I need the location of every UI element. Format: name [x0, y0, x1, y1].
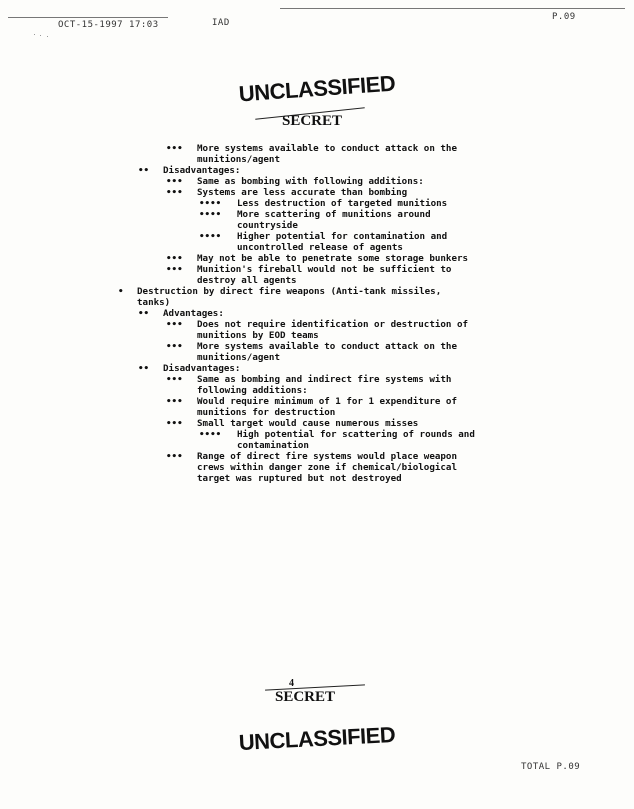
body-line: High potential for scattering of rounds and [237, 429, 475, 440]
body-line: Range of direct fire systems would place weapon [197, 451, 457, 462]
fax-page: P.09 [552, 12, 576, 22]
bullet-marker: •••• [199, 209, 222, 220]
body-line: Small target would cause numerous misses [197, 418, 419, 429]
body-line: Disadvantages: [163, 165, 241, 176]
body-line: contamination [237, 440, 309, 451]
bullet-marker: ••• [166, 451, 183, 462]
body-line: Advantages: [163, 308, 224, 319]
body-line: Would require minimum of 1 for 1 expenditure of [197, 396, 457, 407]
body-line: Higher potential for contamination and [237, 231, 448, 242]
bullet-marker: •••• [199, 429, 222, 440]
fax-total-pages: TOTAL P.09 [521, 762, 581, 772]
bullet-marker: ••• [166, 264, 183, 275]
body-line: munitions/agent [197, 154, 280, 165]
body-line: Systems are less accurate than bombing [197, 187, 408, 198]
page-number: 4 [289, 678, 294, 689]
body-line: Munition's fireball would not be sufficient to [197, 264, 452, 275]
body-line: munitions by EOD teams [197, 330, 319, 341]
body-line: countryside [237, 220, 298, 231]
body-line: More scattering of munitions around [237, 209, 431, 220]
scan-speck [40, 35, 41, 36]
bullet-marker: ••• [166, 319, 183, 330]
bullet-marker: ••• [166, 396, 183, 407]
bullet-marker: •• [138, 308, 150, 319]
bullet-marker: ••• [166, 374, 183, 385]
scan-speck [34, 34, 35, 35]
bullet-marker: ••• [166, 253, 183, 264]
fax-sender: IAD [212, 18, 230, 28]
body-line: Less destruction of targeted munitions [237, 198, 448, 209]
body-line: following additions: [197, 385, 308, 396]
body-line: tanks) [137, 297, 171, 308]
body-line: May not be able to penetrate some storage bunkers [197, 253, 469, 264]
body-line: munitions/agent [197, 352, 280, 363]
bullet-marker: ••• [166, 176, 183, 187]
bullet-marker: •••• [199, 231, 222, 242]
classification-bottom: UNCLASSIFIED [238, 721, 396, 756]
body-line: target was ruptured but not destroyed [197, 473, 402, 484]
fax-rule-right [280, 8, 625, 9]
bullet-marker: ••• [166, 341, 183, 352]
secret-stamp-bottom: SECRET [275, 689, 336, 705]
bullet-marker: ••• [166, 187, 183, 198]
bullet-marker: •• [138, 165, 150, 176]
body-line: More systems available to conduct attack on the [197, 143, 457, 154]
body-line: Disadvantages: [163, 363, 241, 374]
classification-top: UNCLASSIFIED [238, 70, 396, 107]
bullet-marker: ••• [166, 143, 183, 154]
body-line: munitions for destruction [197, 407, 336, 418]
fax-datetime: OCT-15-1997 17:03 [58, 20, 159, 30]
body-line: crews within danger zone if chemical/biological [197, 462, 457, 473]
bullet-marker: • [118, 286, 124, 297]
body-line: Does not require identification or destruction of [197, 319, 469, 330]
bullet-marker: •• [138, 363, 150, 374]
bullet-marker: •••• [199, 198, 222, 209]
secret-stamp-top: SECRET [282, 113, 343, 129]
body-line: uncontrolled release of agents [237, 242, 403, 253]
fax-rule-left [8, 17, 168, 18]
scan-speck [47, 36, 48, 37]
bullet-marker: ••• [166, 418, 183, 429]
body-line: Destruction by direct fire weapons (Anti-tank missiles, [137, 286, 442, 297]
body-line: destroy all agents [197, 275, 297, 286]
body-line: Same as bombing with following additions: [197, 176, 424, 187]
body-line: Same as bombing and indirect fire systems with [197, 374, 452, 385]
body-line: More systems available to conduct attack on the [197, 341, 457, 352]
